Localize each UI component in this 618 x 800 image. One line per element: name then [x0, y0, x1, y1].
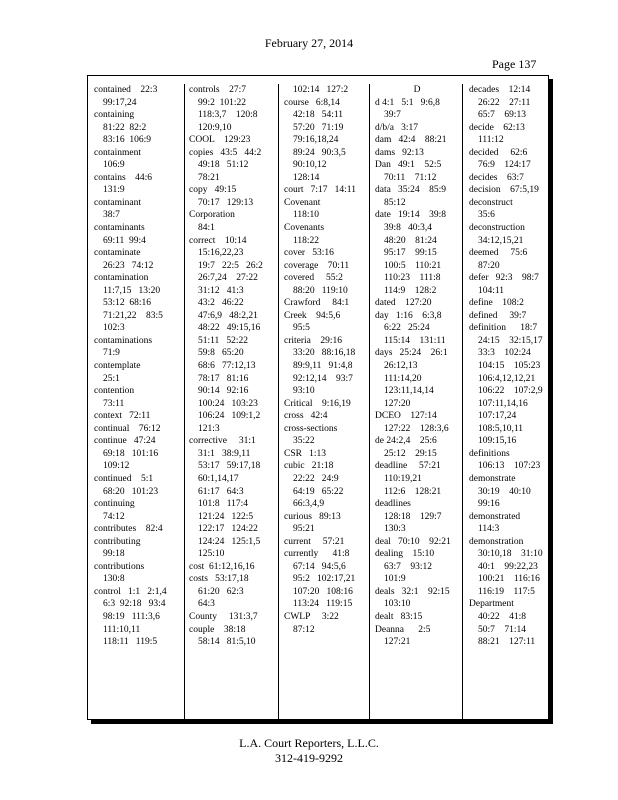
index-reference: 110:23 111:8	[384, 273, 441, 284]
index-reference: 114:9 128:2	[384, 285, 437, 296]
index-reference: 125:10	[198, 549, 225, 560]
index-entry: contributions	[94, 561, 145, 572]
index-entry: DCEO 127:14	[375, 411, 437, 422]
index-entry: cross-sections	[284, 423, 338, 434]
index-entry: defined 39:7	[469, 310, 527, 321]
index-reference: 111:14,20	[384, 373, 422, 384]
index-reference: 39:8 40:3,4	[384, 223, 433, 234]
index-entry: contaminant	[94, 197, 141, 208]
index-entry: contamination	[94, 273, 149, 284]
index-reference: 43:2 46:22	[198, 298, 244, 309]
index-reference: 25:12 29:15	[384, 448, 437, 459]
index-reference: 33:3 102:24	[478, 348, 531, 359]
index-entry: contaminations	[94, 335, 153, 346]
index-entry: continued 5:1	[94, 473, 154, 484]
index-reference: 6:22 25:24	[384, 323, 430, 334]
index-entry: demonstrate	[469, 473, 516, 484]
index-reference: 31:1 38:9,11	[198, 448, 251, 459]
index-reference: 6:3 92:18 93:4	[103, 599, 166, 610]
index-entry: coverage 70:11	[284, 260, 350, 271]
index-reference: 38:7	[103, 210, 120, 221]
index-reference: 76:9 124:17	[478, 160, 531, 171]
index-reference: 25:1	[103, 373, 120, 384]
index-reference: 121:24 122:5	[198, 511, 254, 522]
index-entry: control 1:1 2:1,4	[94, 586, 167, 597]
index-reference: 48:20 81:24	[384, 235, 437, 246]
index-reference: 65:7 69:13	[478, 110, 527, 121]
index-reference: 92:12,14 93:7	[293, 373, 353, 384]
section-letter: D	[413, 85, 421, 95]
index-reference: 106:9	[103, 160, 125, 171]
index-entry: deal 70:10 92:21	[375, 536, 451, 547]
index-reference: 112:6 128:21	[384, 486, 442, 497]
index-reference: 100:24 103:23	[198, 398, 258, 409]
index-column-3	[284, 84, 368, 720]
index-reference: 34:12,15,21	[478, 235, 524, 246]
index-column-1	[94, 84, 180, 720]
index-entry: covered 55:2	[284, 273, 343, 284]
index-reference: 131:9	[103, 185, 125, 196]
index-reference: 113:24 119:15	[293, 599, 353, 610]
index-reference: 79:16,18,24	[293, 135, 339, 146]
index-reference: 127:21	[384, 637, 411, 648]
index-entry: decided 62:6	[469, 147, 528, 158]
index-entry: contemplate	[94, 361, 141, 372]
index-reference: 95:2 102:17,21	[293, 574, 356, 585]
index-entry: couple 38:18	[189, 624, 246, 635]
index-entry: Dan 49:1 52:5	[375, 160, 442, 171]
index-reference: 83:16 106:9	[103, 135, 152, 146]
index-entry: demonstration	[469, 536, 524, 547]
index-entry: Crawford 84:1	[284, 298, 350, 309]
index-reference: 120:9,10	[198, 122, 232, 133]
footer-company: L.A. Court Reporters, L.L.C.	[239, 736, 379, 750]
index-entry: date 19:14 39:8	[375, 210, 446, 221]
index-reference: 26:22 27:11	[478, 97, 531, 108]
index-entry: continual 76:12	[94, 423, 161, 434]
index-entry: decades 12:14	[469, 85, 531, 95]
index-entry: copies 43:5 44:2	[189, 147, 262, 158]
index-reference: 90:10,12	[293, 160, 327, 171]
index-reference: 58:14 81:5,10	[198, 637, 256, 648]
index-entry: CWLP 3:22	[284, 611, 339, 622]
index-column-2	[189, 84, 275, 720]
index-reference: 115:14 131:11	[384, 335, 446, 346]
index-reference: 98:19 111:3,6	[103, 611, 160, 622]
index-reference: 128:14	[293, 172, 320, 183]
index-entry: court 7:17 14:11	[284, 185, 356, 196]
index-entry: defer 92:3 98:7	[469, 273, 539, 284]
index-entry: dealt 83:15	[375, 611, 423, 622]
index-entry: contained 22:3	[94, 85, 158, 95]
index-entry: corrective 31:1	[189, 436, 256, 447]
index-reference: 64:3	[198, 599, 215, 610]
index-reference: 102:3	[103, 323, 125, 334]
index-reference: 40:22 41:8	[478, 611, 527, 622]
index-reference: 118:11 119:5	[103, 637, 158, 648]
index-reference: 70:11 71:12	[384, 172, 437, 183]
index-reference: 71:9	[103, 348, 120, 359]
index-entry: Corporation	[189, 210, 235, 221]
frame-shadow-right	[549, 79, 553, 724]
index-reference: 42:18 54:11	[293, 110, 344, 121]
index-entry: Creek 94:5,6	[284, 310, 341, 321]
index-entry: d/b/a 3:17	[375, 122, 419, 133]
index-reference: 85:12	[384, 197, 406, 208]
index-reference: 111:10,11	[103, 624, 141, 635]
index-reference: 106:24 109:1,2	[198, 411, 261, 422]
index-entry: controls 27:7	[189, 85, 246, 95]
footer-phone: 312-419-9292	[275, 751, 343, 765]
index-entry: define 108:2	[469, 298, 524, 309]
index-reference: 53:17 59:17,18	[198, 461, 261, 472]
index-reference: 19:7 22:5 26:2	[198, 260, 263, 271]
index-reference: 15:16,22,23	[198, 248, 244, 259]
index-reference: 49:18 51:12	[198, 160, 249, 171]
index-entry: criteria 29:16	[284, 335, 343, 346]
index-entry: data 35:24 85:9	[375, 185, 446, 196]
index-entry: correct 10:14	[189, 235, 247, 246]
index-reference: 104:11	[478, 285, 505, 296]
index-reference: 73:11	[103, 398, 125, 409]
index-reference: 116:19 117:5	[478, 586, 535, 597]
index-reference: 26:7,24 27:22	[198, 273, 258, 284]
index-reference: 30:10,18 31:10	[478, 549, 543, 560]
index-reference: 71:21,22 83:5	[103, 310, 163, 321]
page-number: Page 137	[492, 57, 537, 71]
index-reference: 123:11,14,14	[384, 386, 434, 397]
index-entry: de 24:2,4 25:6	[375, 436, 437, 447]
index-reference: 48:22 49:15,16	[198, 323, 261, 334]
index-reference: 109:15,16	[478, 436, 517, 447]
index-entry: contention	[94, 386, 135, 397]
index-entry: contaminants	[94, 223, 145, 234]
index-reference: 107:11,14,16	[478, 398, 528, 409]
index-reference: 50:7 71:14	[478, 624, 527, 635]
index-reference: 118:3,7 120:8	[198, 110, 258, 121]
index-reference: 99:17,24	[103, 97, 137, 108]
index-reference: 57:20 71:19	[293, 122, 344, 133]
index-entry: day 1:16 6:3,8	[375, 310, 442, 321]
index-reference: 106:13 107:23	[478, 461, 541, 472]
index-entry: containing	[94, 110, 135, 121]
column-divider	[462, 84, 463, 720]
index-reference: 118:10	[293, 210, 320, 221]
frame-shadow-bottom	[91, 720, 553, 724]
index-reference: 109:12	[103, 461, 130, 472]
index-reference: 47:6,9 48:2,21	[198, 310, 258, 321]
index-reference: 100:21 116:16	[478, 574, 540, 585]
index-reference: 107:17,24	[478, 411, 517, 422]
index-entry: CSR 1:13	[284, 448, 326, 459]
index-reference: 121:3	[198, 423, 220, 434]
index-entry: context 72:11	[94, 411, 151, 422]
index-entry: cost 61:12,16,16	[189, 561, 255, 572]
index-reference: 99:2 101:22	[198, 97, 247, 108]
index-reference: 61:20 62:3	[198, 586, 244, 597]
index-reference: 127:20	[384, 398, 411, 409]
index-reference: 33:20 88:16,18	[293, 348, 356, 359]
column-divider	[369, 84, 370, 720]
index-reference: 99:18	[103, 549, 125, 560]
index-reference: 128:18 129:7	[384, 511, 442, 522]
index-reference: 118:22	[293, 235, 320, 246]
index-reference: 95:5	[293, 323, 310, 334]
index-reference: 39:7	[384, 110, 401, 121]
index-reference: 69:11 99:4	[103, 235, 146, 246]
index-entry: costs 53:17,18	[189, 574, 249, 585]
index-reference: 35:6	[478, 210, 495, 221]
index-reference: 89:24 90:3,5	[293, 147, 346, 158]
index-reference: 102:14 127:2	[293, 85, 349, 95]
index-entry: dealing 15:10	[375, 549, 435, 560]
index-entry: d 4:1 5:1 9:6,8	[375, 97, 440, 108]
page-date: February 27, 2014	[264, 36, 354, 50]
index-reference: 59:8 65:20	[198, 348, 244, 359]
index-reference: 26:23 74:12	[103, 260, 154, 271]
index-reference: 69:18 101:16	[103, 448, 159, 459]
index-entry: County 131:3,7	[189, 611, 258, 622]
index-entry: contributes 82:4	[94, 524, 163, 535]
index-entry: Covenant	[284, 197, 321, 208]
index-entry: deadline 57:21	[375, 461, 441, 472]
index-reference: 74:12	[103, 511, 125, 522]
index-entry: COOL 129:23	[189, 135, 251, 146]
index-entry: course 6:8,14	[284, 97, 340, 108]
index-entry: continuing	[94, 499, 135, 510]
index-reference: 67:14 94:5,6	[293, 561, 346, 572]
index-entry: deadlines	[375, 499, 411, 510]
index-reference: 87:20	[478, 260, 500, 271]
index-reference: 63:7 93:12	[384, 561, 433, 572]
index-reference: 26:12,13	[384, 361, 418, 372]
index-entry: cover 53:16	[284, 248, 334, 259]
index-entry: definition 18:7	[469, 323, 538, 334]
index-reference: 40:1 99:22,23	[478, 561, 538, 572]
index-reference: 81:22 82:2	[103, 122, 147, 133]
index-reference: 35:22	[293, 436, 315, 447]
index-reference: 11:7,15 13:20	[103, 285, 161, 296]
index-reference: 106:4,12,12,21	[478, 373, 536, 384]
index-entry: contaminate	[94, 248, 141, 259]
index-entry: cross 42:4	[284, 411, 328, 422]
index-entry: decides 63:7	[469, 172, 524, 183]
index-reference: 89:9,11 91:4,8	[293, 361, 353, 372]
index-entry: decide 62:13	[469, 122, 525, 133]
index-reference: 111:12	[478, 135, 504, 146]
index-reference: 84:1	[198, 223, 215, 234]
index-reference: 130:3	[384, 524, 406, 535]
index-reference: 114:3	[478, 524, 500, 535]
index-entry: Covenants	[284, 223, 325, 234]
index-reference: 95:17 99:15	[384, 248, 437, 259]
index-reference: 106:22 107:2,9	[478, 386, 543, 397]
index-entry: deconstruction	[469, 223, 525, 234]
index-reference: 108:5,10,11	[478, 423, 524, 434]
index-entry: cubic 21:18	[284, 461, 334, 472]
index-reference: 104:15 105:23	[478, 361, 541, 372]
index-entry: decision 67:5,19	[469, 185, 539, 196]
column-divider	[184, 84, 185, 720]
index-reference: 61:17 64:3	[198, 486, 244, 497]
index-entry: Deanna 2:5	[375, 624, 431, 635]
index-reference: 22:22 24:9	[293, 473, 339, 484]
index-reference: 66:3,4,9	[293, 499, 325, 510]
index-reference: 78:21	[198, 172, 220, 183]
index-reference: 100:5 110:21	[384, 260, 442, 271]
index-entry: dated 127:20	[375, 298, 432, 309]
index-entry: Critical 9:16,19	[284, 398, 351, 409]
index-reference: 101:8 117:4	[198, 499, 249, 510]
index-reference: 68:6 77:12,13	[198, 361, 256, 372]
index-entry: dams 92:13	[375, 147, 424, 158]
index-entry: currently 41:8	[284, 549, 350, 560]
index-reference: 68:20 101:23	[103, 486, 159, 497]
index-entry: deals 32:1 92:15	[375, 586, 450, 597]
index-entry: curious 89:13	[284, 511, 341, 522]
index-reference: 124:24 125:1,5	[198, 536, 261, 547]
index-entry: containment	[94, 147, 141, 158]
index-reference: 88:20 119:10	[293, 285, 348, 296]
index-reference: 88:21 127:11	[478, 637, 536, 648]
index-reference: 78:17 81:16	[198, 373, 249, 384]
index-reference: 70:17 129:13	[198, 197, 254, 208]
index-entry: days 25:24 26:1	[375, 348, 448, 359]
index-entry: Department	[469, 599, 514, 610]
index-reference: 60:1,14,17	[198, 473, 239, 484]
index-entry: definitions	[469, 448, 510, 459]
index-reference: 24:15 32:15,17	[478, 335, 543, 346]
index-entry: contains 44:6	[94, 172, 153, 183]
index-entry: deconstruct	[469, 197, 513, 208]
index-reference: 101:9	[384, 574, 406, 585]
index-reference: 130:8	[103, 574, 125, 585]
index-entry: contributing	[94, 536, 141, 547]
index-entry: demonstrated	[469, 511, 521, 522]
index-reference: 53:12 68:16	[103, 298, 152, 309]
index-entry: copy 49:15	[189, 185, 237, 196]
index-reference: 95:21	[293, 524, 315, 535]
index-entry: dam 42:4 88:21	[375, 135, 447, 146]
column-divider	[278, 84, 279, 720]
index-reference: 87:12	[293, 624, 315, 635]
index-reference: 127:22 128:3,6	[384, 423, 449, 434]
index-reference: 110:19,21	[384, 473, 422, 484]
index-column-4	[375, 84, 459, 720]
index-entry: deemed 75:6	[469, 248, 528, 259]
index-reference: 90:14 92:16	[198, 386, 249, 397]
index-reference: 31:12 41:3	[198, 285, 244, 296]
index-column-5	[469, 84, 547, 720]
index-reference: 99:16	[478, 499, 500, 510]
index-reference: 51:11 52:22	[198, 335, 249, 346]
index-reference: 103:10	[384, 599, 411, 610]
index-reference: 64:19 65:22	[293, 486, 344, 497]
index-entry: current 57:21	[284, 536, 345, 547]
index-reference: 122:17 124:22	[198, 524, 258, 535]
index-reference: 107:20 108:16	[293, 586, 353, 597]
index-reference: 30:19 40:10	[478, 486, 531, 497]
index-entry: continue 47:24	[94, 436, 156, 447]
index-reference: 93:10	[293, 386, 315, 397]
